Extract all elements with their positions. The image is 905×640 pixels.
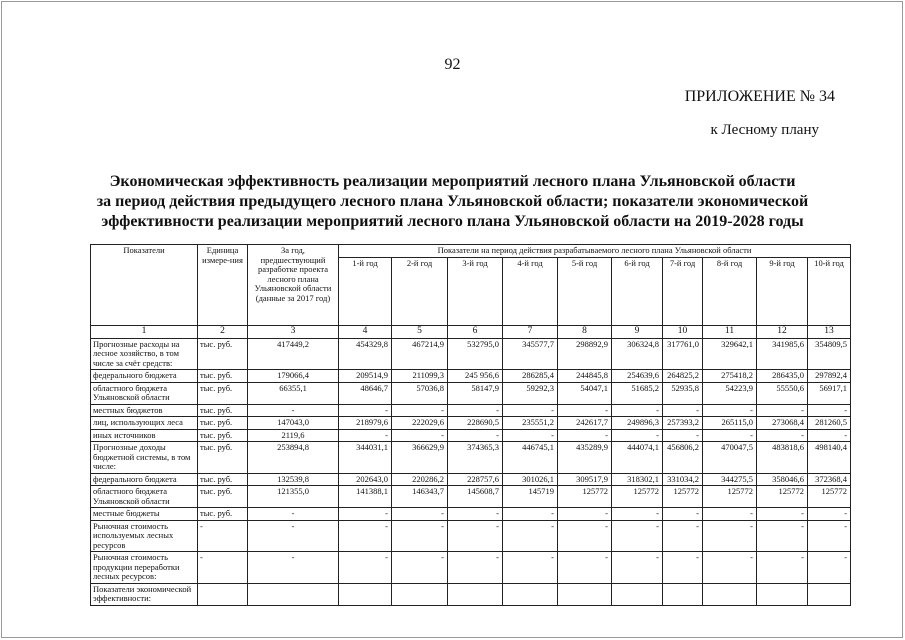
table-row: [91, 370, 851, 383]
row-year-value: -: [757, 508, 808, 521]
row-year-value: 344275,5: [703, 473, 757, 486]
row-year-value: 306324,8: [612, 338, 663, 370]
page-number: 92: [444, 56, 461, 73]
row-previous-value: 2119,6: [248, 429, 339, 442]
row-year-value: 54047,1: [558, 382, 612, 404]
row-year-value: -: [558, 404, 612, 417]
row-indicator: областного бюджета Ульяновской области: [91, 382, 198, 404]
row-indicator: Прогнозные доходы бюджетной системы, в том числе:: [91, 442, 198, 474]
row-year-value: -: [703, 552, 757, 584]
row-year-value: 125772: [558, 486, 612, 508]
column-number: 12: [757, 326, 808, 339]
row-year-value: 245 956,6: [448, 370, 503, 383]
table-row: [91, 442, 851, 474]
row-indicator: Показатели экономической эффективности:: [91, 583, 198, 605]
row-unit: тыс. руб.: [198, 429, 248, 442]
row-year-value: 125772: [703, 486, 757, 508]
row-year-value: -: [339, 508, 392, 521]
row-year-value: -: [663, 404, 703, 417]
row-year-value: -: [757, 520, 808, 552]
row-year-value: -: [612, 404, 663, 417]
row-year-value: [757, 583, 808, 605]
row-year-value: [663, 583, 703, 605]
header-year: 3-й год: [448, 258, 503, 326]
row-year-value: 209514,9: [339, 370, 392, 383]
row-year-value: 222029,6: [392, 417, 448, 430]
row-unit: тыс. руб.: [198, 473, 248, 486]
row-year-value: 297892,4: [808, 370, 851, 383]
row-year-value: -: [808, 508, 851, 521]
header-year: 4-й год: [503, 258, 558, 326]
row-year-value: 146343,7: [392, 486, 448, 508]
row-year-value: 228690,5: [448, 417, 503, 430]
row-year-value: 257393,2: [663, 417, 703, 430]
row-year-value: 211099,3: [392, 370, 448, 383]
row-year-value: 298892,9: [558, 338, 612, 370]
row-year-value: 56917,1: [808, 382, 851, 404]
row-previous-value: 66355,1: [248, 382, 339, 404]
table-row: [91, 382, 851, 404]
row-unit: тыс. руб.: [198, 442, 248, 474]
row-year-value: -: [808, 429, 851, 442]
column-number: 1: [91, 326, 198, 339]
row-indicator: федерального бюджета: [91, 473, 198, 486]
appendix-label: ПРИЛОЖЕНИЕ № 34: [684, 88, 835, 105]
column-number: 4: [339, 326, 392, 339]
row-year-value: -: [808, 520, 851, 552]
row-year-value: -: [757, 404, 808, 417]
row-year-value: 220286,2: [392, 473, 448, 486]
row-year-value: -: [703, 404, 757, 417]
row-year-value: 467214,9: [392, 338, 448, 370]
row-year-value: 281260,5: [808, 417, 851, 430]
row-year-value: -: [663, 520, 703, 552]
header-previous-year: За год, предшествующий разработке проекта лесного плана Ульяновской области (данные за 2017 год): [248, 245, 339, 326]
row-previous-value: -: [248, 508, 339, 521]
row-year-value: 51685,2: [612, 382, 663, 404]
column-number: 5: [392, 326, 448, 339]
header-year: 6-й год: [612, 258, 663, 326]
row-year-value: -: [703, 429, 757, 442]
row-year-value: [558, 583, 612, 605]
header-unit: Единица измере-ния: [198, 245, 248, 326]
row-year-value: 446745,1: [503, 442, 558, 474]
row-year-value: -: [392, 429, 448, 442]
table-row: [91, 404, 851, 417]
row-unit: тыс. руб.: [198, 486, 248, 508]
row-year-value: -: [503, 508, 558, 521]
row-year-value: [612, 583, 663, 605]
column-number: 9: [612, 326, 663, 339]
row-year-value: 286285,4: [503, 370, 558, 383]
row-year-value: -: [808, 404, 851, 417]
row-indicator: иных источников: [91, 429, 198, 442]
row-year-value: 145719: [503, 486, 558, 508]
row-year-value: 344031,1: [339, 442, 392, 474]
table-row: [91, 338, 851, 370]
row-year-value: -: [663, 508, 703, 521]
row-year-value: -: [612, 552, 663, 584]
row-year-value: [503, 583, 558, 605]
row-previous-value: 253894,8: [248, 442, 339, 474]
row-year-value: 125772: [757, 486, 808, 508]
row-year-value: -: [448, 552, 503, 584]
row-year-value: 265115,0: [703, 417, 757, 430]
row-year-value: -: [612, 429, 663, 442]
table-row: [91, 473, 851, 486]
row-year-value: 329642,1: [703, 338, 757, 370]
table-row: [91, 486, 851, 508]
row-indicator: Рыночная стоимость используемых лесных ресурсов: [91, 520, 198, 552]
table-row: [91, 429, 851, 442]
row-year-value: -: [339, 429, 392, 442]
table-row: [91, 508, 851, 521]
column-number: 10: [663, 326, 703, 339]
row-year-value: 145608,7: [448, 486, 503, 508]
document-title: [60, 172, 845, 232]
row-year-value: [808, 583, 851, 605]
row-indicator: лиц, использующих леса: [91, 417, 198, 430]
row-year-value: [392, 583, 448, 605]
header-year: 9-й год: [757, 258, 808, 326]
row-year-value: -: [448, 508, 503, 521]
row-year-value: 532795,0: [448, 338, 503, 370]
row-year-value: 286435,0: [757, 370, 808, 383]
header-year: 7-й год: [663, 258, 703, 326]
row-unit: -: [198, 520, 248, 552]
row-year-value: 55550,6: [757, 382, 808, 404]
row-year-value: 249896,3: [612, 417, 663, 430]
row-year-value: 318302,1: [612, 473, 663, 486]
row-year-value: 331034,2: [663, 473, 703, 486]
row-year-value: -: [448, 520, 503, 552]
row-year-value: 483818,6: [757, 442, 808, 474]
column-number: 3: [248, 326, 339, 339]
row-year-value: -: [503, 404, 558, 417]
row-unit: -: [198, 552, 248, 584]
row-year-value: -: [558, 520, 612, 552]
row-year-value: 374365,3: [448, 442, 503, 474]
column-number: 11: [703, 326, 757, 339]
row-year-value: 366629,9: [392, 442, 448, 474]
row-year-value: -: [558, 429, 612, 442]
row-year-value: 309517,9: [558, 473, 612, 486]
row-unit: тыс. руб.: [198, 404, 248, 417]
row-year-value: -: [663, 552, 703, 584]
header-indicators: Показатели: [91, 245, 198, 326]
row-year-value: 202643,0: [339, 473, 392, 486]
row-year-value: 354809,5: [808, 338, 851, 370]
row-year-value: 218979,6: [339, 417, 392, 430]
row-year-value: -: [392, 552, 448, 584]
row-year-value: 341985,6: [757, 338, 808, 370]
row-year-value: 244845,8: [558, 370, 612, 383]
row-previous-value: 147043,0: [248, 417, 339, 430]
row-year-value: -: [558, 552, 612, 584]
row-year-value: 444074,1: [612, 442, 663, 474]
row-year-value: 228757,6: [448, 473, 503, 486]
row-year-value: -: [339, 404, 392, 417]
row-year-value: -: [703, 520, 757, 552]
row-year-value: -: [392, 520, 448, 552]
row-year-value: -: [448, 404, 503, 417]
row-year-value: 125772: [612, 486, 663, 508]
row-year-value: -: [503, 429, 558, 442]
table-row: [91, 552, 851, 584]
row-year-value: 141388,1: [339, 486, 392, 508]
header-year: 1-й год: [339, 258, 392, 326]
row-year-value: 54223,9: [703, 382, 757, 404]
plan-reference: к Лесному плану: [710, 122, 819, 138]
row-year-value: -: [612, 508, 663, 521]
row-previous-value: [248, 583, 339, 605]
header-year: 8-й год: [703, 258, 757, 326]
row-unit: тыс. руб.: [198, 370, 248, 383]
row-unit: тыс. руб.: [198, 338, 248, 370]
row-year-value: -: [339, 552, 392, 584]
row-indicator: Рыночная стоимость продукции переработки лесных ресурсов:: [91, 552, 198, 584]
row-year-value: -: [757, 429, 808, 442]
row-indicator: областного бюджета Ульяновской области: [91, 486, 198, 508]
row-year-value: 242617,7: [558, 417, 612, 430]
row-previous-value: 121355,0: [248, 486, 339, 508]
title-line: Экономическая эффективность реализации мероприятий лесного плана Ульяновской области: [109, 173, 796, 190]
header-year: 5-й год: [558, 258, 612, 326]
row-year-value: -: [808, 552, 851, 584]
row-year-value: 52935,8: [663, 382, 703, 404]
row-year-value: 498140,4: [808, 442, 851, 474]
row-unit: тыс. руб.: [198, 417, 248, 430]
row-year-value: -: [339, 520, 392, 552]
row-year-value: 48646,7: [339, 382, 392, 404]
row-year-value: 125772: [663, 486, 703, 508]
row-year-value: -: [503, 552, 558, 584]
row-year-value: -: [503, 520, 558, 552]
row-year-value: -: [392, 404, 448, 417]
row-year-value: -: [448, 429, 503, 442]
row-year-value: 301026,1: [503, 473, 558, 486]
row-year-value: 435289,9: [558, 442, 612, 474]
row-year-value: [703, 583, 757, 605]
title-line: за период действия предыдущего лесного плана Ульяновской области; показатели экономической: [96, 193, 809, 210]
table-row: [91, 520, 851, 552]
title-line: эффективности реализации мероприятий лесного плана Ульяновской области на 2019-2028 годы: [101, 213, 804, 230]
table-row: [91, 417, 851, 430]
row-unit: тыс. руб.: [198, 508, 248, 521]
column-number: 2: [198, 326, 248, 339]
row-year-value: -: [663, 429, 703, 442]
row-year-value: 125772: [808, 486, 851, 508]
row-year-value: 275418,2: [703, 370, 757, 383]
column-number: 13: [808, 326, 851, 339]
row-unit: тыс. руб.: [198, 382, 248, 404]
row-previous-value: -: [248, 520, 339, 552]
efficiency-table: [90, 244, 851, 606]
row-year-value: [339, 583, 392, 605]
row-indicator: местных бюджетов: [91, 404, 198, 417]
table-row: [91, 583, 851, 605]
row-year-value: 345577,7: [503, 338, 558, 370]
row-previous-value: 179066,4: [248, 370, 339, 383]
row-year-value: 372368,4: [808, 473, 851, 486]
row-year-value: -: [558, 508, 612, 521]
row-year-value: 254639,6: [612, 370, 663, 383]
column-number: 8: [558, 326, 612, 339]
row-indicator: местные бюджеты: [91, 508, 198, 521]
row-year-value: 456806,2: [663, 442, 703, 474]
row-year-value: 235551,2: [503, 417, 558, 430]
row-year-value: 58147,9: [448, 382, 503, 404]
row-year-value: 470047,5: [703, 442, 757, 474]
row-previous-value: -: [248, 404, 339, 417]
header-year: 2-й год: [392, 258, 448, 326]
row-year-value: 317761,0: [663, 338, 703, 370]
row-year-value: 57036,8: [392, 382, 448, 404]
row-year-value: 454329,8: [339, 338, 392, 370]
row-indicator: Прогнозные расходы на лесное хозяйство, в том числе за счёт средств:: [91, 338, 198, 370]
row-year-value: -: [757, 552, 808, 584]
row-previous-value: 417449,2: [248, 338, 339, 370]
row-year-value: 273068,4: [757, 417, 808, 430]
row-year-value: 59292,3: [503, 382, 558, 404]
header-period: Показатели на период действия разрабатываемого лесного плана Ульяновской области: [339, 245, 851, 258]
row-year-value: -: [612, 520, 663, 552]
row-previous-value: 132539,8: [248, 473, 339, 486]
column-number: 7: [503, 326, 558, 339]
row-indicator: федерального бюджета: [91, 370, 198, 383]
row-year-value: 264825,2: [663, 370, 703, 383]
row-year-value: 358046,6: [757, 473, 808, 486]
row-unit: [198, 583, 248, 605]
row-previous-value: -: [248, 552, 339, 584]
column-number: 6: [448, 326, 503, 339]
row-year-value: [448, 583, 503, 605]
row-year-value: -: [703, 508, 757, 521]
row-year-value: -: [392, 508, 448, 521]
header-year: 10-й год: [808, 258, 851, 326]
